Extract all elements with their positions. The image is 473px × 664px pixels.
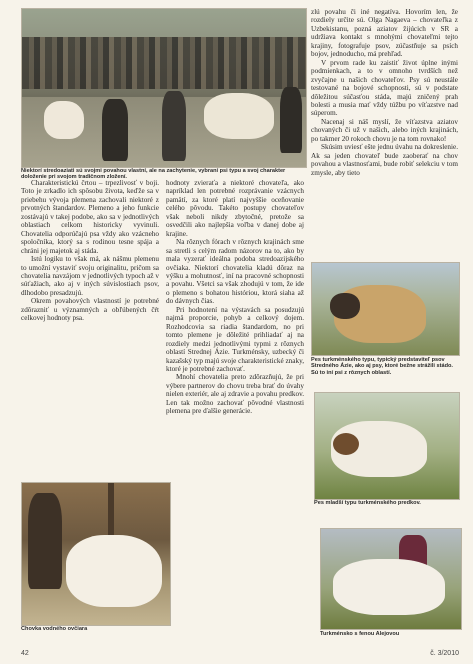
photo-caption-right: Pes mladší typu turkménského predkov. bbox=[314, 500, 421, 506]
photo-caption-bottom-right: Turkménsko s fenou Alejovou bbox=[320, 631, 400, 637]
paragraph: Charakteristickú črtou – trpezlivosť v boji. Toto je zrkadlo ich spôsobu života, keďže sa v priebehu vývoja plemena zachovali niektoré z prvotných štandardov. Plemeno a jeho funkcie zostávajú v takej podobe, ako sa v jednotlivých oblastiach celkom historicky vyvinuli. Chovatelia odporúčajú psa vždy ako vzácneho spoločníka, ktorý sa s rodinou tesne spája a chráni jej majetok aj stáda. bbox=[21, 179, 159, 255]
person-figure bbox=[102, 99, 128, 161]
photo-dog-with-woman bbox=[320, 528, 462, 630]
photo-caption-mid: Pes turkménského typu, typický predstaviteľ psov Stredného Ázie, ako aj psy, ktoré bežne strážili stádo. Sú to iní psi z rôznych oblastí. bbox=[311, 357, 453, 376]
person-figure bbox=[280, 87, 302, 153]
text-column-middle bbox=[166, 179, 304, 653]
photo-crowd-with-dogs bbox=[21, 8, 307, 168]
person-figure bbox=[162, 91, 186, 161]
dog-figure bbox=[44, 101, 84, 139]
paragraph: V prvom rade ku zaistiť život úplne inými podmienkach, a to v omnoho tvrdších než zvyčajne u našich chovateľov. Psy sú neustále testované na bojové schopnosti, sú v podstate dôležitou súčasťou stáda, majú zničený prah bolesti a musia mať vždy túžbu po víťazstve nad súperom. bbox=[311, 58, 458, 118]
text-column-right bbox=[311, 8, 458, 258]
paragraph: Pri hodnotení na výstavách sa posudzujú najmä proporcie, pohyb a celkový dojem. Rozhodcovia sa riadia štandardom, no pri tomto plemene je dôležité prihliadať aj na rozdiely medzi jednotlivými typmi z rôznych oblastí Strednej Ázie. Turkménsky, uzbecký či kazašský typ majú svoje charakteristické znaky, ktoré je potrebné zachovať. bbox=[166, 305, 304, 373]
tree-trunk bbox=[108, 483, 114, 543]
photo-caption-bottom-left: Chovka vodného ovčiara bbox=[21, 626, 88, 632]
dog-spot bbox=[333, 433, 359, 455]
paragraph: hodnoty zvieraťa a niektoré chovateľa, ako napríklad len potrebné rozprávanie vzácnych pamätí, za ktoré platí najvyššie oceňovanie celého pôvodu. Takéto postupy chovateľov však neboli nikdy zbytočné, pretože sa osvedčili ako najlepšia voľba v danej dobe aj krajine. bbox=[166, 179, 304, 238]
paragraph: Istú logiku to však má, ak nášmu plemenu to umožní vystaviť svoju originalitu, pričom sa chovatelia navzájom v jednotlivých typoch až v súťažiach, ako aj v iných súvislostiach psov, dlhodobo presadzujú. bbox=[21, 255, 159, 297]
photo-caption-top: Niektorí stredoaziati sú svojmi povahou vlastní, ale na zachytenie, vybraní psi typu a svoj charakter doloženie pri svojom tradičnom zložení. bbox=[21, 168, 286, 181]
paragraph: Nacenaj si náš myslí, že víťazstva aziatov chovaných či už v našich, alebo iných krajinách, po takmer 20 rokoch chovu je na tom rovnako! bbox=[311, 117, 458, 143]
page-number: 42 bbox=[21, 650, 29, 657]
photo-puppy-with-person bbox=[21, 482, 171, 626]
paragraph: Mnohí chovatelia preto zdôrazňujú, že pri výbere partnerov do chovu treba brať do úvahy nielen exteriér, ale aj zdravie a povahu predkov. Len tak možno zachovať pôvodné vlastnosti plemena pre ďalšie generácie. bbox=[166, 373, 304, 416]
text-column-left bbox=[21, 179, 159, 474]
dog-figure bbox=[333, 559, 445, 615]
photo-white-dog bbox=[314, 392, 460, 500]
dog-head bbox=[330, 293, 360, 319]
paragraph: Skúsim uviesť ešte jednu úvahu na dokreslenie. Ak sa jeden chovateľ bude zaoberať na chov povahou a vlastnosťami, bude robiť selekciu v tom zmysle, aby tieto bbox=[311, 143, 458, 177]
issue-number: č. 3/2010 bbox=[430, 650, 459, 657]
paragraph: Okrem povahových vlastností je potrebné zdôrazniť u významných a obľúbených čŕt celkovej hodnoty psa. bbox=[21, 297, 159, 323]
dog-figure bbox=[66, 535, 162, 607]
crowd-background bbox=[22, 37, 306, 89]
dog-figure bbox=[204, 93, 274, 139]
paragraph: zlú povahu či iné negatíva. Hovorím len, že rozdiely určite sú. Olga Nagaeva – chovateľka z Uzbekistanu, pozná aziatov žijúcich v SR a udržiava kontakt s mnohými chovateľmi tejto krajiny, fotografuje psov, zúčastňuje sa psích bojov, jednoducho, má prehľad. bbox=[311, 8, 458, 59]
person-figure bbox=[28, 493, 62, 589]
photo-tan-dog bbox=[311, 262, 460, 356]
paragraph: Na rôznych fórach v rôznych krajinách sme sa stretli s celým radom názorov na to, ako by mala vyzerať ideálna podoba stredoazijského ovčiaka. Niektorí chovatelia kladú dôraz na výšku a mohutnosť, iní na pracovné schopnosti a povahu. Všetci sa však zhodujú v tom, že ide o plemeno s bohatou históriou, ktorá siaha až do dávnych čias. bbox=[166, 238, 304, 306]
